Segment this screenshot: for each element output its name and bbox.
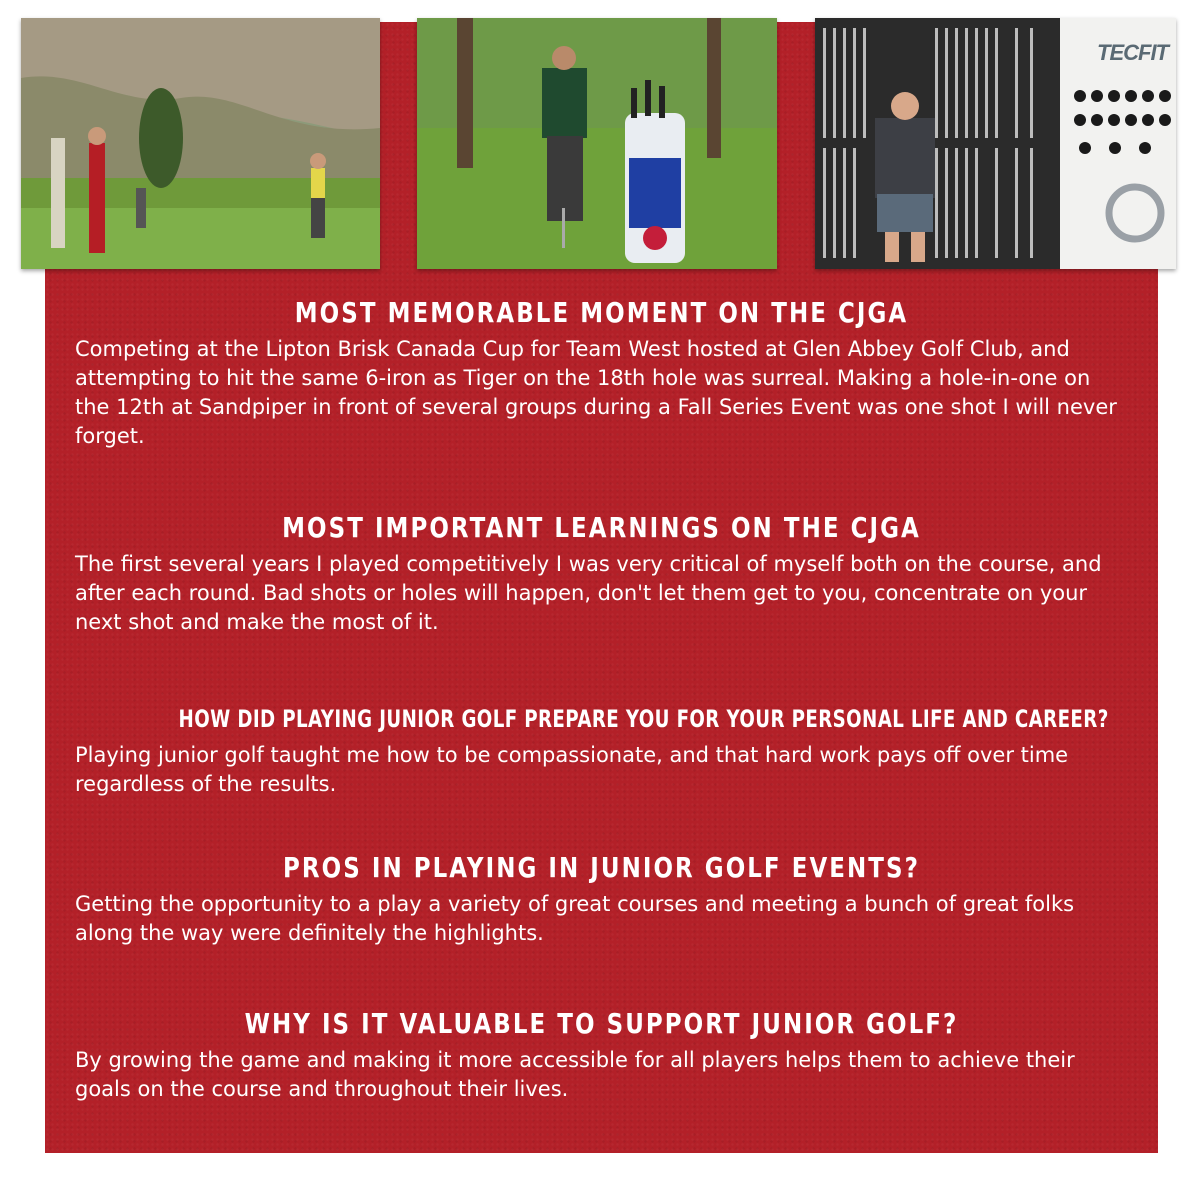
section-heading: MOST MEMORABLE MOMENT ON THE CJGA	[294, 296, 909, 329]
interview-content	[45, 285, 1158, 1153]
section-body: Getting the opportunity to a play a variety of great courses and meeting a bunch of great folks along the way were definitely the highlights.	[75, 892, 1075, 945]
section-pros-junior-events	[45, 848, 1158, 948]
section-important-learnings	[45, 508, 1158, 637]
section-heading: WHY IS IT VALUABLE TO SUPPORT JUNIOR GOLF?	[244, 1007, 959, 1040]
golf-course-group-photo	[21, 18, 380, 269]
section-body: The first several years I played competitively I was very critical of myself both on the course, and after each round. Bad shots or holes will happen, don't let them get to you, concentrate on your next shot and make the most of it.	[75, 552, 1102, 634]
tecfit-sign: TECFIT	[1097, 40, 1168, 65]
section-body: Playing junior golf taught me how to be compassionate, and that hard work pays off over time regardless of the results.	[75, 743, 1069, 796]
pro-shop-club-wall-photo	[815, 18, 1176, 269]
section-heading: PROS IN PLAYING IN JUNIOR GOLF EVENTS?	[283, 851, 920, 884]
section-body: Competing at the Lipton Brisk Canada Cup for Team West hosted at Glen Abbey Golf Club, and attempting to hit the same 6-iron as Tiger on the 18th hole was surreal. Making a hole-in-one on the 12th at Sandpiper in front of several groups during a Fall Series Event was one shot I will never forget.	[75, 337, 1117, 448]
section-support-junior-golf	[45, 1004, 1158, 1104]
section-heading: MOST IMPORTANT LEARNINGS ON THE CJGA	[282, 511, 921, 544]
section-memorable-moment	[45, 293, 1158, 451]
section-junior-golf-preparation	[45, 699, 1158, 799]
golfer-with-bag-photo	[417, 18, 777, 269]
section-body: By growing the game and making it more accessible for all players helps them to achieve their goals on the course and throughout their lives.	[75, 1048, 1075, 1101]
section-heading: HOW DID PLAYING JUNIOR GOLF PREPARE YOU FOR YOUR PERSONAL LIFE AND CAREER?	[178, 705, 1109, 733]
